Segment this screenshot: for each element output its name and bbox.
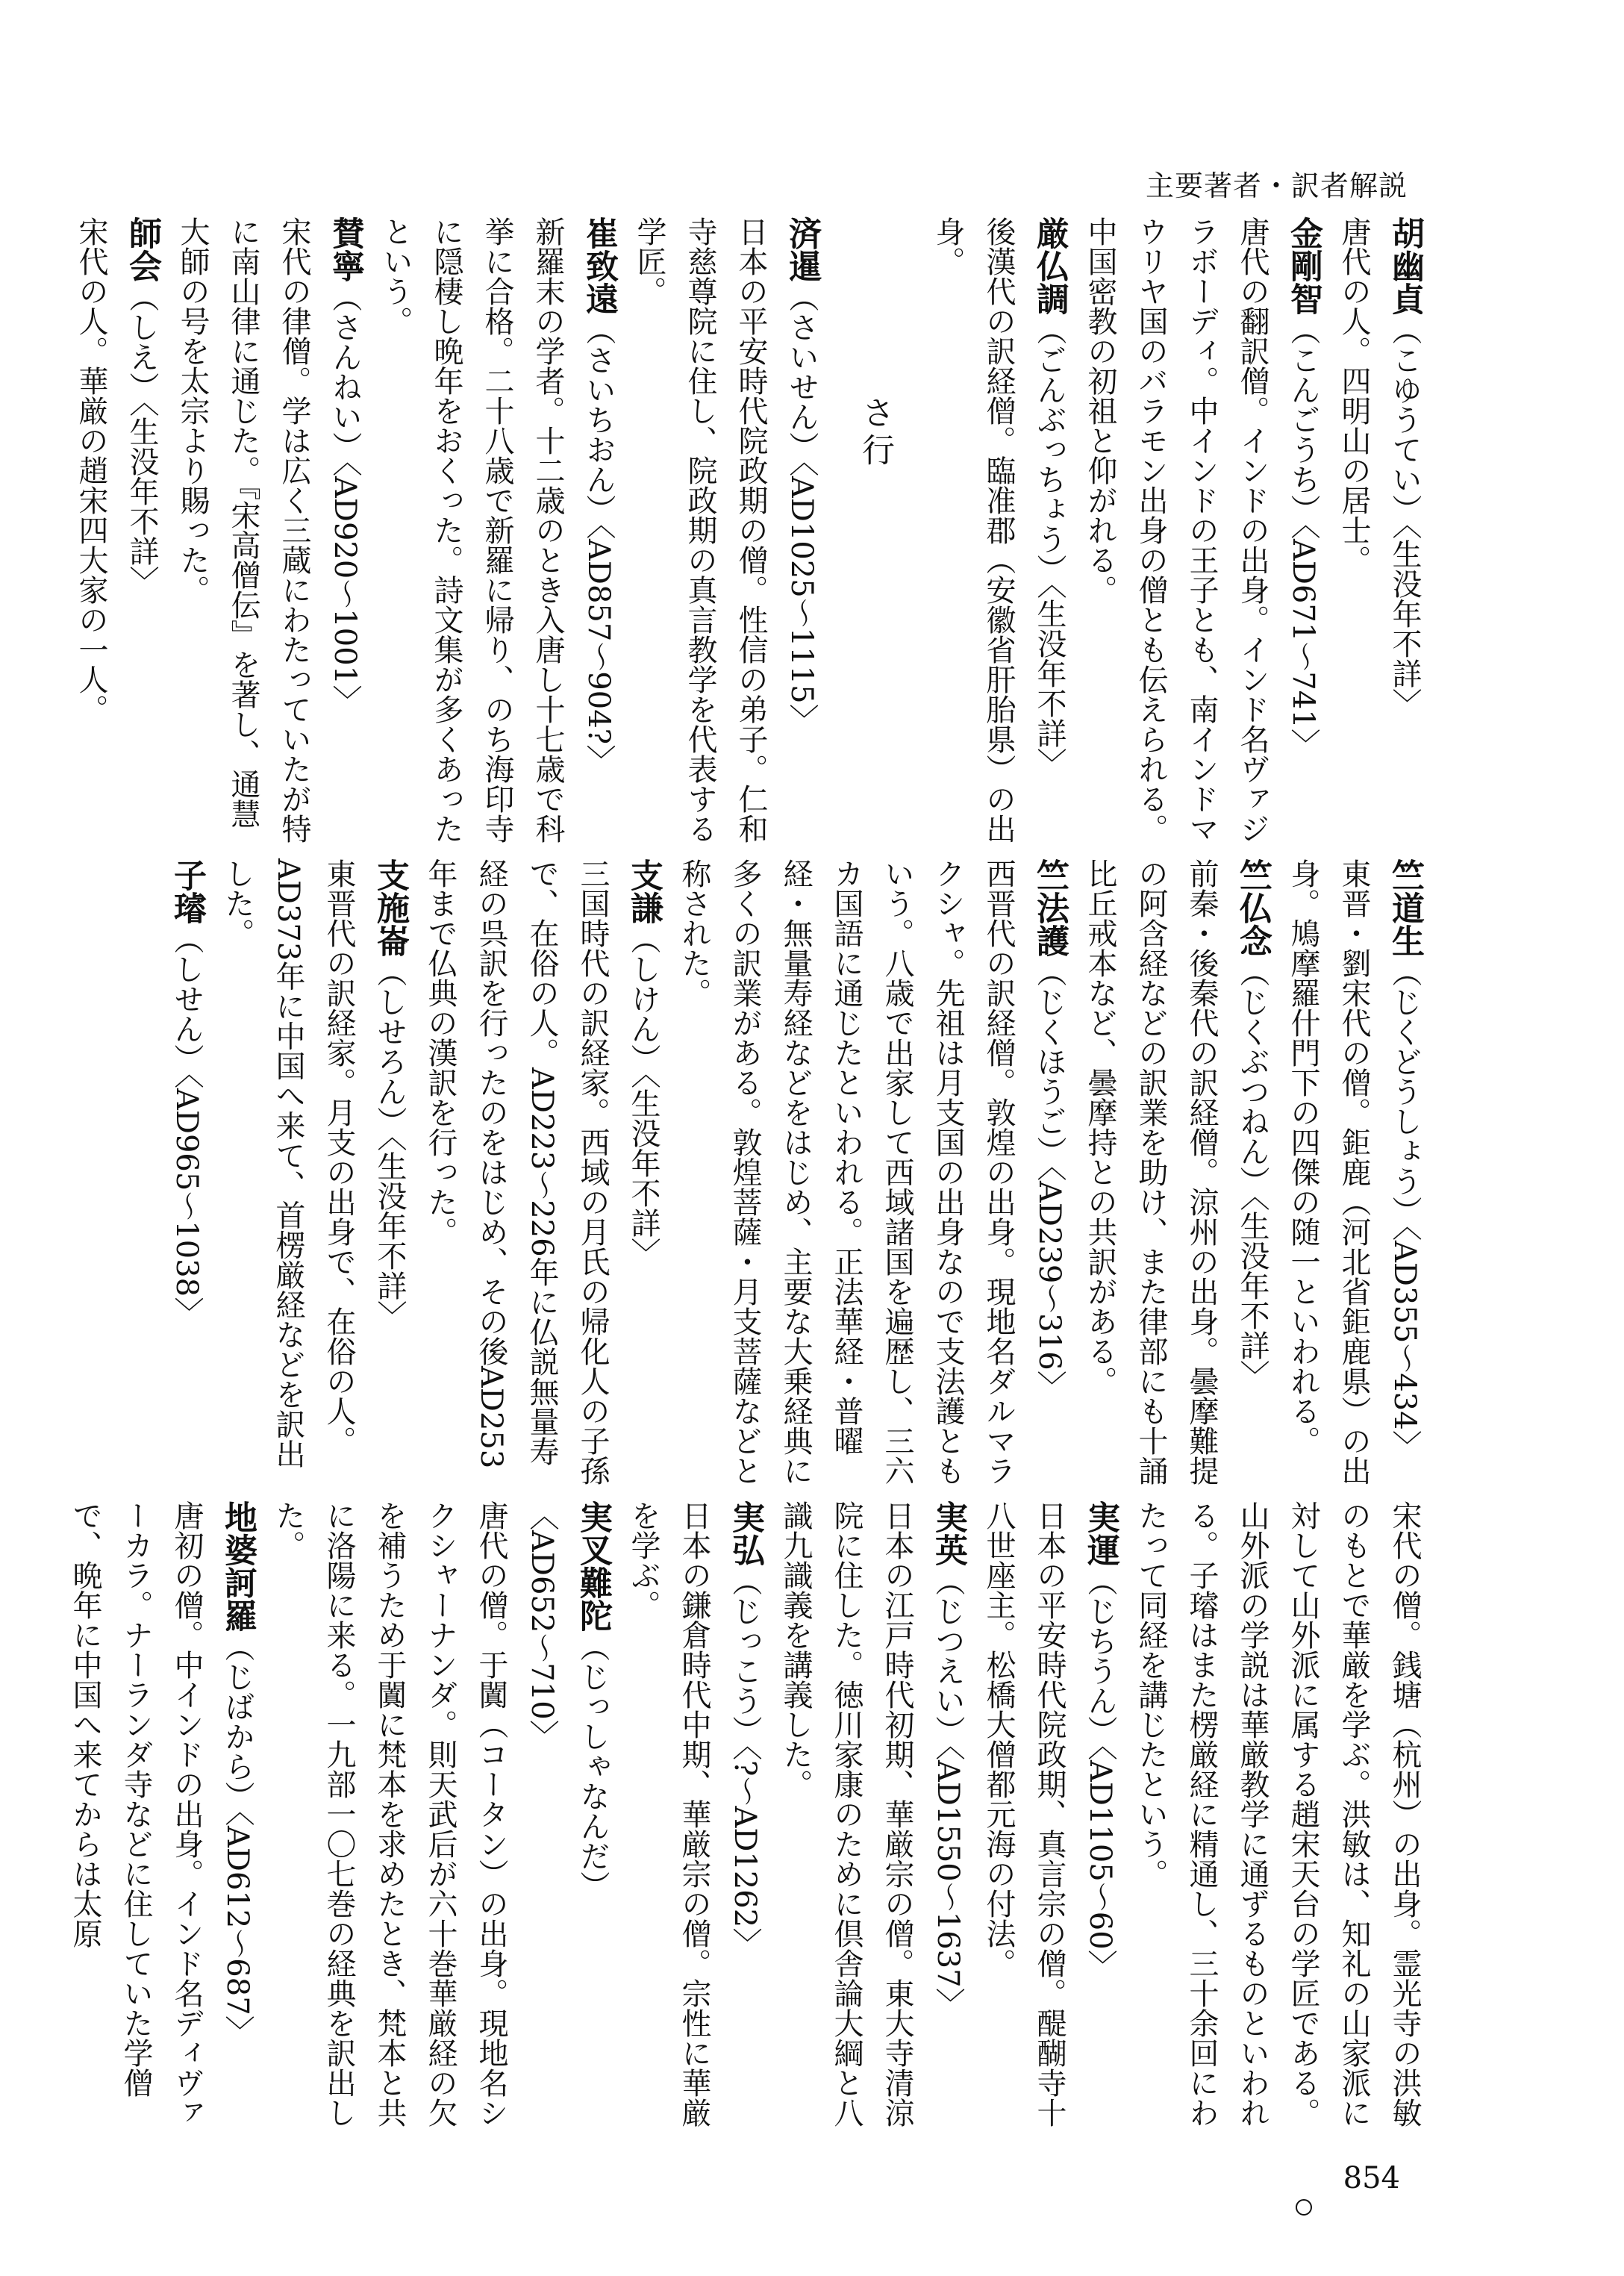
entry-reading: （ごんぶっちょう） (1032, 315, 1066, 584)
tier-middle (168, 858, 1430, 1485)
entry-reading: （こゆうてい） (1387, 315, 1422, 524)
entry-body: 東晋代の訳経家。月支の出身で、在俗の人。AD373年に中国へ来て、首楞厳経などを訳出した。 (220, 858, 356, 1469)
entry-dates: 〈AD355〜434〉 (1387, 1226, 1422, 1460)
entry-reading: （しせろん） (372, 957, 407, 1136)
entry-dates: 〈生没年不詳〉 (626, 1073, 660, 1268)
entry-name: 賛寧 (326, 216, 364, 282)
entry-reading: （じっこう） (728, 1566, 762, 1745)
entry-name: 竺仏念 (1234, 858, 1272, 957)
entry-name: 胡幽貞 (1386, 216, 1424, 315)
entry-dates: 〈AD671〜741〉 (1286, 524, 1320, 758)
entry-reading: （じくどうしょう） (1387, 957, 1422, 1226)
entry-body: 三国時代の訳経家。西域の月氏の帰化人の子孫で、在俗の人。AD223〜226年に仏説無量寿経の呉訳を行ったのをはじめ、その後AD253年まで仏典の漢訳を行った。 (423, 858, 610, 1485)
entry-jikudosho (1379, 858, 1430, 1485)
entry-dates: 〈生没年不詳〉 (125, 402, 159, 596)
entry-name: 竺法護 (1031, 858, 1069, 957)
entry-name: 地婆訶羅 (219, 1500, 257, 1632)
entry-dates: 〈?〜AD1262〉 (728, 1745, 762, 1958)
entry-body: 唐代の僧。于闐（コータン）の出身。現地名シクシャーナンダ。則天武后が六十巻華厳経の欠を補うため于闐に梵本を求めたとき、梵本と共に洛陽に来る。一九部一〇七巻の経典を訳出した。 (271, 1500, 508, 2127)
entry-body: 唐代の翻訳僧。インドの出身。インド名ヴァジラボーディ。中インドの王子とも、南インドマウリヤ国のバラモン出身の僧とも伝えられる。中国密教の初祖と仰がれる。 (1083, 216, 1269, 844)
entry-dates: 〈AD857〜904?〉 (581, 524, 616, 775)
entry-dates: 〈AD965〜1038〉 (169, 1073, 204, 1327)
entry-sannei (319, 216, 370, 844)
entry-name: 子璿 (168, 858, 206, 924)
entry-dates: 〈生没年不詳〉 (1387, 524, 1422, 718)
entry-name: 実英 (929, 1500, 967, 1566)
entry-jikuhogo (1024, 858, 1075, 1485)
entry-name: 実叉難陀 (574, 1500, 612, 1632)
entry-name: 実運 (1081, 1500, 1119, 1566)
page-mark-circle (1295, 2198, 1313, 2216)
entry-body: 日本の平安時代院政期、真言宗の僧。醍醐寺十八世座主。松橋大僧都元海の付法。 (981, 1500, 1066, 2127)
entry-name: 厳仏調 (1031, 216, 1069, 315)
entry-body: 唐代の人。四明山の居士。 (1337, 216, 1371, 575)
entry-reading: （じっしゃなんだ） (575, 1632, 610, 1901)
section-heading: さ行 (856, 396, 894, 470)
entry-reading: （しけん） (626, 924, 660, 1073)
entry-dates: 〈AD920〜1001〉 (328, 461, 362, 715)
entry-reading: （さんねい） (328, 282, 362, 461)
entry-name: 竺道生 (1386, 858, 1424, 957)
entry-koyutei (1379, 216, 1430, 844)
entry-name: 支施崙 (371, 858, 409, 957)
entry-body: 西晋代の訳経僧。敦煌の出身。現地名ダルマラクシャ。先祖は月支国の出身なので支法護ともいう。八歳で出家して西域諸国を遍歴し、三六カ国語に通じたといわれる。正法華経・普曜経・無量寿経などをはじめ、主要な大乗経典に多くの訳業がある。敦煌菩薩・月支菩薩などと称された。 (677, 858, 1016, 1485)
entry-body: 日本の平安時代院政期の僧。性信の弟子。仁和寺慈尊院に住し、院政期の真言教学を代表する学匠。 (632, 216, 768, 844)
entry-dates: 〈AD1550〜1637〉 (931, 1745, 965, 2018)
entry-body: 日本の江戸時代初期、華厳宗の僧。東大寺清涼院に住した。徳川家康のために倶舎論大綱と八識九識義を講義した。 (778, 1500, 914, 2127)
entry-dates: 〈AD1105〜60〉 (1083, 1745, 1117, 1980)
entry-dates: 〈生没年不詳〉 (372, 1136, 407, 1330)
entry-reading: （さいせん） (784, 282, 819, 461)
entry-name: 師会 (123, 216, 161, 282)
page-number: 854 (1343, 2161, 1400, 2195)
entry-jikko (719, 1500, 770, 2127)
entry-jitsuei (922, 1500, 973, 2127)
entry-shisen (161, 858, 212, 1485)
entry-jisshananda (516, 1500, 618, 2127)
entry-body: 宋代の律僧。学は広く三蔵にわたっていたが特に南山律に通じた。『宋高僧伝』を著し、通慧大師の号を太宗より賜った。 (175, 216, 311, 844)
entry-body: 新羅末の学者。十二歳のとき入唐し十七歳で科挙に合格。二十八歳で新羅に帰り、のち海印寺に隠棲し晩年をおくった。詩文集が多くあったという。 (378, 216, 565, 844)
tier-lower (68, 1500, 1430, 2127)
entry-kongochi (1278, 216, 1328, 844)
entry-body-shisen-continued: 宋代の僧。銭塘（杭州）の出身。霊光寺の洪敏のもとで華厳を学ぶ。洪敏は、知礼の山家派に対して山外派に属する趙宋天台の学匠である。山外派の学説は華厳教学に通ずるものといわれる。子璿はまた楞厳経に精通し、三十余回にわたって同経を講じたという。 (1134, 1500, 1422, 2127)
entry-body: 後漢代の訳経僧。臨准郡（安徽省肝胎県）の出身。 (931, 216, 1016, 844)
entry-dates: 〈生没年不詳〉 (1235, 1196, 1269, 1390)
entry-reading: （じつえい） (931, 1566, 965, 1745)
entry-name: 金剛智 (1284, 216, 1322, 315)
entry-jikubutsunen (1227, 858, 1278, 1485)
entry-shiken (618, 858, 669, 1485)
entry-dates: 〈AD1025〜1115〉 (784, 461, 819, 734)
entry-body: 日本の鎌倉時代中期、華厳宗の僧。宗性に華厳を学ぶ。 (626, 1500, 711, 2127)
entry-body: 前秦・後秦代の訳経僧。涼州の出身。曇摩難提の阿含経などの訳業を助け、また律部にも十誦比丘戒本など、曇摩持との共訳がある。 (1083, 858, 1219, 1485)
entry-body: 東晋・劉宋代の僧。鉅鹿（河北省鉅鹿県）の出身。鳩摩羅什門下の四傑の随一といわれる。 (1286, 858, 1371, 1485)
entry-name: 実弘 (726, 1500, 764, 1566)
entry-saichion (573, 216, 624, 844)
running-header: 主要著者・訳者解説 (1145, 169, 1408, 202)
entry-body: 唐初の僧。中インドの出身。インド名ディヴァーカラ。ナーランダ寺などに住していた学僧で、晩年に中国へ来てからは太原 (68, 1500, 204, 2127)
entry-reading: （こんごうち） (1286, 315, 1320, 524)
entry-dates: 〈生没年不詳〉 (1032, 584, 1066, 778)
entry-saisen (776, 216, 827, 844)
entry-name: 済暹 (783, 216, 821, 282)
tier-upper (74, 216, 1430, 844)
entry-reading: （しえ） (125, 282, 159, 402)
entry-dates: 〈AD612〜687〉 (220, 1811, 254, 2045)
entry-shiseron (364, 858, 415, 1485)
entry-shie (116, 216, 167, 844)
entry-reading: （さいちおん） (581, 315, 616, 524)
entry-reading: （じばから） (220, 1632, 254, 1811)
entry-jichiun (1075, 1500, 1125, 2127)
entry-name: 崔致遠 (580, 216, 618, 315)
entry-reading: （じちうん） (1083, 1566, 1117, 1745)
entry-reading: （じくほうご） (1032, 957, 1066, 1166)
entry-dates: 〈AD239〜316〉 (1032, 1166, 1066, 1400)
entry-dates: 〈AD652〜710〉 (525, 1500, 559, 1750)
entry-reading: （じくぶつねん） (1235, 957, 1269, 1196)
entry-reading: （しせん） (169, 924, 204, 1073)
entry-gonbutcho (1024, 216, 1075, 844)
entry-jibakara (212, 1500, 263, 2127)
entry-name: 支謙 (625, 858, 663, 924)
entry-body: 宋代の人。華厳の趙宋四大家の一人。 (74, 216, 108, 724)
